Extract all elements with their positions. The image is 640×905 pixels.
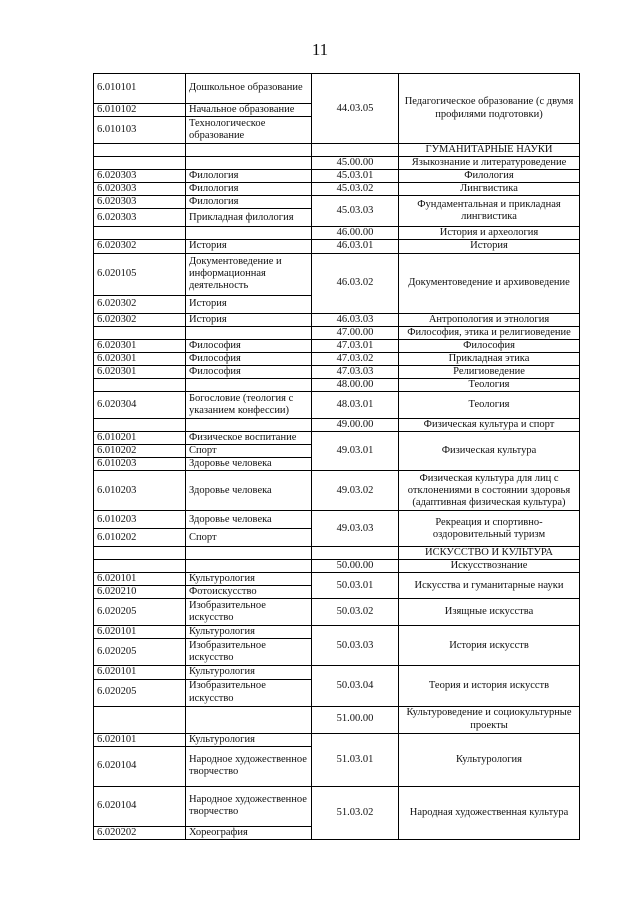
old-name-cell: Народное художественное творчество <box>186 786 312 826</box>
old-code-cell: 6.010203 <box>94 458 186 471</box>
old-code-cell <box>94 706 186 733</box>
table-row <box>94 626 580 639</box>
old-code-cell <box>94 227 186 240</box>
old-code-cell <box>94 378 186 391</box>
old-code-cell: 6.020302 <box>94 240 186 253</box>
table-row <box>94 326 580 339</box>
new-name-cell: История искусств <box>399 626 580 666</box>
new-code-cell: 46.03.01 <box>312 240 399 253</box>
old-name-cell: Физическое воспитание <box>186 431 312 444</box>
old-name-cell: Богословие (теология с указанием конфессии) <box>186 391 312 418</box>
new-name-cell: История <box>399 240 580 253</box>
old-code-cell: 6.020301 <box>94 352 186 365</box>
old-code-cell: 6.020104 <box>94 786 186 826</box>
table-row <box>94 74 580 104</box>
new-name-cell: Антропология и этнология <box>399 313 580 326</box>
new-code-cell: 49.03.03 <box>312 511 399 547</box>
new-code-cell: 51.00.00 <box>312 706 399 733</box>
new-name-cell: Философия, этика и религиоведение <box>399 326 580 339</box>
table-row <box>94 253 580 295</box>
old-code-cell: 6.020304 <box>94 391 186 418</box>
old-name-cell: Спорт <box>186 445 312 458</box>
new-code-cell: 51.03.01 <box>312 733 399 786</box>
old-code-cell: 6.020210 <box>94 586 186 599</box>
new-code-cell: 47.00.00 <box>312 326 399 339</box>
table-row <box>94 733 580 746</box>
new-code-cell: 45.03.01 <box>312 170 399 183</box>
table-row <box>94 183 580 196</box>
old-name-cell: Технологическое образование <box>186 117 312 144</box>
table-row <box>94 391 580 418</box>
old-code-cell <box>94 547 186 560</box>
table-row <box>94 157 580 170</box>
new-code-cell: 45.03.03 <box>312 196 399 227</box>
old-name-cell: Культурология <box>186 666 312 679</box>
old-name-cell: Народное художественное творчество <box>186 746 312 786</box>
old-name-cell: Изобразительное искусство <box>186 599 312 626</box>
new-name-cell: Языкознание и литературоведение <box>399 157 580 170</box>
old-code-cell: 6.020303 <box>94 196 186 209</box>
new-name-cell: Педагогическое образование (с двумя профилями подготовки) <box>399 74 580 144</box>
table-row <box>94 418 580 431</box>
new-code-cell: 46.03.03 <box>312 313 399 326</box>
table-row <box>94 352 580 365</box>
old-name-cell: Фотоискусство <box>186 586 312 599</box>
old-name-cell <box>186 326 312 339</box>
new-code-cell <box>312 144 399 157</box>
old-code-cell: 6.020303 <box>94 183 186 196</box>
new-code-cell: 48.03.01 <box>312 391 399 418</box>
table-row <box>94 471 580 511</box>
new-code-cell: 45.03.02 <box>312 183 399 196</box>
old-code-cell: 6.010202 <box>94 529 186 547</box>
old-code-cell: 6.020205 <box>94 639 186 666</box>
old-name-cell <box>186 144 312 157</box>
old-code-cell: 6.020101 <box>94 573 186 586</box>
old-code-cell: 6.010101 <box>94 74 186 104</box>
old-name-cell: Филология <box>186 183 312 196</box>
table-row <box>94 706 580 733</box>
table-row <box>94 339 580 352</box>
new-code-cell: 50.03.02 <box>312 599 399 626</box>
new-name-cell: Культурология <box>399 733 580 786</box>
old-code-cell: 6.020301 <box>94 365 186 378</box>
table-row <box>94 313 580 326</box>
new-code-cell: 50.03.04 <box>312 666 399 706</box>
old-code-cell: 6.020303 <box>94 209 186 227</box>
old-name-cell: История <box>186 295 312 313</box>
old-name-cell: Здоровье человека <box>186 471 312 511</box>
old-name-cell <box>186 560 312 573</box>
new-name-cell: Рекреация и спортивно-оздоровительный туризм <box>399 511 580 547</box>
old-name-cell: Прикладная филология <box>186 209 312 227</box>
new-code-cell: 46.03.02 <box>312 253 399 313</box>
old-code-cell: 6.020101 <box>94 626 186 639</box>
table-row <box>94 666 580 679</box>
new-name-cell: Религиоведение <box>399 365 580 378</box>
new-name-cell: Документоведение и архивоведение <box>399 253 580 313</box>
new-code-cell: 49.03.01 <box>312 431 399 470</box>
new-code-cell: 50.03.01 <box>312 573 399 599</box>
new-code-cell: 48.00.00 <box>312 378 399 391</box>
new-name-cell: Теология <box>399 391 580 418</box>
old-code-cell: 6.020205 <box>94 679 186 706</box>
new-code-cell: 45.00.00 <box>312 157 399 170</box>
old-name-cell: Филология <box>186 170 312 183</box>
new-name-cell: Филология <box>399 170 580 183</box>
new-name-cell: Теология <box>399 378 580 391</box>
new-code-cell: 49.00.00 <box>312 418 399 431</box>
old-name-cell: Дошкольное образование <box>186 74 312 104</box>
old-name-cell: История <box>186 313 312 326</box>
new-name-cell: Физическая культура для лиц с отклонениями в состоянии здоровья (адаптивная физическая культура) <box>399 471 580 511</box>
new-code-cell: 50.00.00 <box>312 560 399 573</box>
new-name-cell: Прикладная этика <box>399 352 580 365</box>
new-name-cell: Теория и история искусств <box>399 666 580 706</box>
table-row <box>94 547 580 560</box>
table-row <box>94 599 580 626</box>
specialty-correspondence-table <box>93 73 580 840</box>
new-name-cell: Фундаментальная и прикладная лингвистика <box>399 196 580 227</box>
new-code-cell: 47.03.01 <box>312 339 399 352</box>
table-row <box>94 560 580 573</box>
old-name-cell: Культурология <box>186 733 312 746</box>
table-row <box>94 170 580 183</box>
new-code-cell: 51.03.02 <box>312 786 399 839</box>
new-name-cell: Физическая культура <box>399 431 580 470</box>
old-name-cell: Культурология <box>186 573 312 586</box>
new-name-cell: Народная художественная культура <box>399 786 580 839</box>
table-row <box>94 573 580 586</box>
old-name-cell <box>186 378 312 391</box>
table-row <box>94 786 580 826</box>
old-code-cell <box>94 144 186 157</box>
page-number: 11 <box>311 40 329 59</box>
old-name-cell <box>186 157 312 170</box>
table-row <box>94 378 580 391</box>
old-code-cell: 6.020101 <box>94 666 186 679</box>
old-code-cell <box>94 326 186 339</box>
old-code-cell: 6.010201 <box>94 431 186 444</box>
old-name-cell: Изобразительное искусство <box>186 679 312 706</box>
old-name-cell: Культурология <box>186 626 312 639</box>
new-name-cell: Физическая культура и спорт <box>399 418 580 431</box>
old-code-cell <box>94 560 186 573</box>
old-code-cell: 6.020101 <box>94 733 186 746</box>
old-code-cell <box>94 157 186 170</box>
old-code-cell: 6.020205 <box>94 599 186 626</box>
old-code-cell: 6.020202 <box>94 826 186 839</box>
new-name-cell: Философия <box>399 339 580 352</box>
old-name-cell: Философия <box>186 365 312 378</box>
new-code-cell <box>312 547 399 560</box>
new-code-cell: 50.03.03 <box>312 626 399 666</box>
table-row <box>94 196 580 209</box>
new-name-cell: Лингвистика <box>399 183 580 196</box>
new-name-cell: Культуроведение и социокультурные проекты <box>399 706 580 733</box>
old-name-cell: Спорт <box>186 529 312 547</box>
old-name-cell: Здоровье человека <box>186 511 312 529</box>
old-code-cell: 6.010203 <box>94 511 186 529</box>
old-name-cell: Здоровье человека <box>186 458 312 471</box>
old-name-cell: Изобразительное искусство <box>186 639 312 666</box>
old-name-cell: Философия <box>186 352 312 365</box>
new-name-cell: ГУМАНИТАРНЫЕ НАУКИ <box>399 144 580 157</box>
new-code-cell: 47.03.02 <box>312 352 399 365</box>
old-code-cell <box>94 418 186 431</box>
old-code-cell: 6.020302 <box>94 313 186 326</box>
new-name-cell: Искусства и гуманитарные науки <box>399 573 580 599</box>
new-code-cell: 46.00.00 <box>312 227 399 240</box>
old-code-cell: 6.020105 <box>94 253 186 295</box>
table-row <box>94 365 580 378</box>
old-name-cell: История <box>186 240 312 253</box>
old-code-cell: 6.020302 <box>94 295 186 313</box>
new-name-cell: История и археология <box>399 227 580 240</box>
old-code-cell: 6.020104 <box>94 746 186 786</box>
old-name-cell <box>186 227 312 240</box>
old-name-cell: Филология <box>186 196 312 209</box>
table-row <box>94 511 580 529</box>
old-name-cell: Философия <box>186 339 312 352</box>
old-code-cell: 6.010103 <box>94 117 186 144</box>
old-name-cell: Документоведение и информационная деятельность <box>186 253 312 295</box>
new-name-cell: Изящные искусства <box>399 599 580 626</box>
new-name-cell: ИСКУССТВО И КУЛЬТУРА <box>399 547 580 560</box>
old-code-cell: 6.010102 <box>94 104 186 117</box>
old-name-cell <box>186 547 312 560</box>
table-row <box>94 227 580 240</box>
new-code-cell: 47.03.03 <box>312 365 399 378</box>
old-code-cell: 6.010202 <box>94 445 186 458</box>
old-name-cell <box>186 418 312 431</box>
old-code-cell: 6.010203 <box>94 471 186 511</box>
old-code-cell: 6.020303 <box>94 170 186 183</box>
new-code-cell: 49.03.02 <box>312 471 399 511</box>
table-row <box>94 240 580 253</box>
new-name-cell: Искусствознание <box>399 560 580 573</box>
table-row <box>94 144 580 157</box>
old-name-cell <box>186 706 312 733</box>
new-code-cell: 44.03.05 <box>312 74 399 144</box>
old-name-cell: Начальное образование <box>186 104 312 117</box>
table-row <box>94 431 580 444</box>
old-code-cell: 6.020301 <box>94 339 186 352</box>
old-name-cell: Хореография <box>186 826 312 839</box>
